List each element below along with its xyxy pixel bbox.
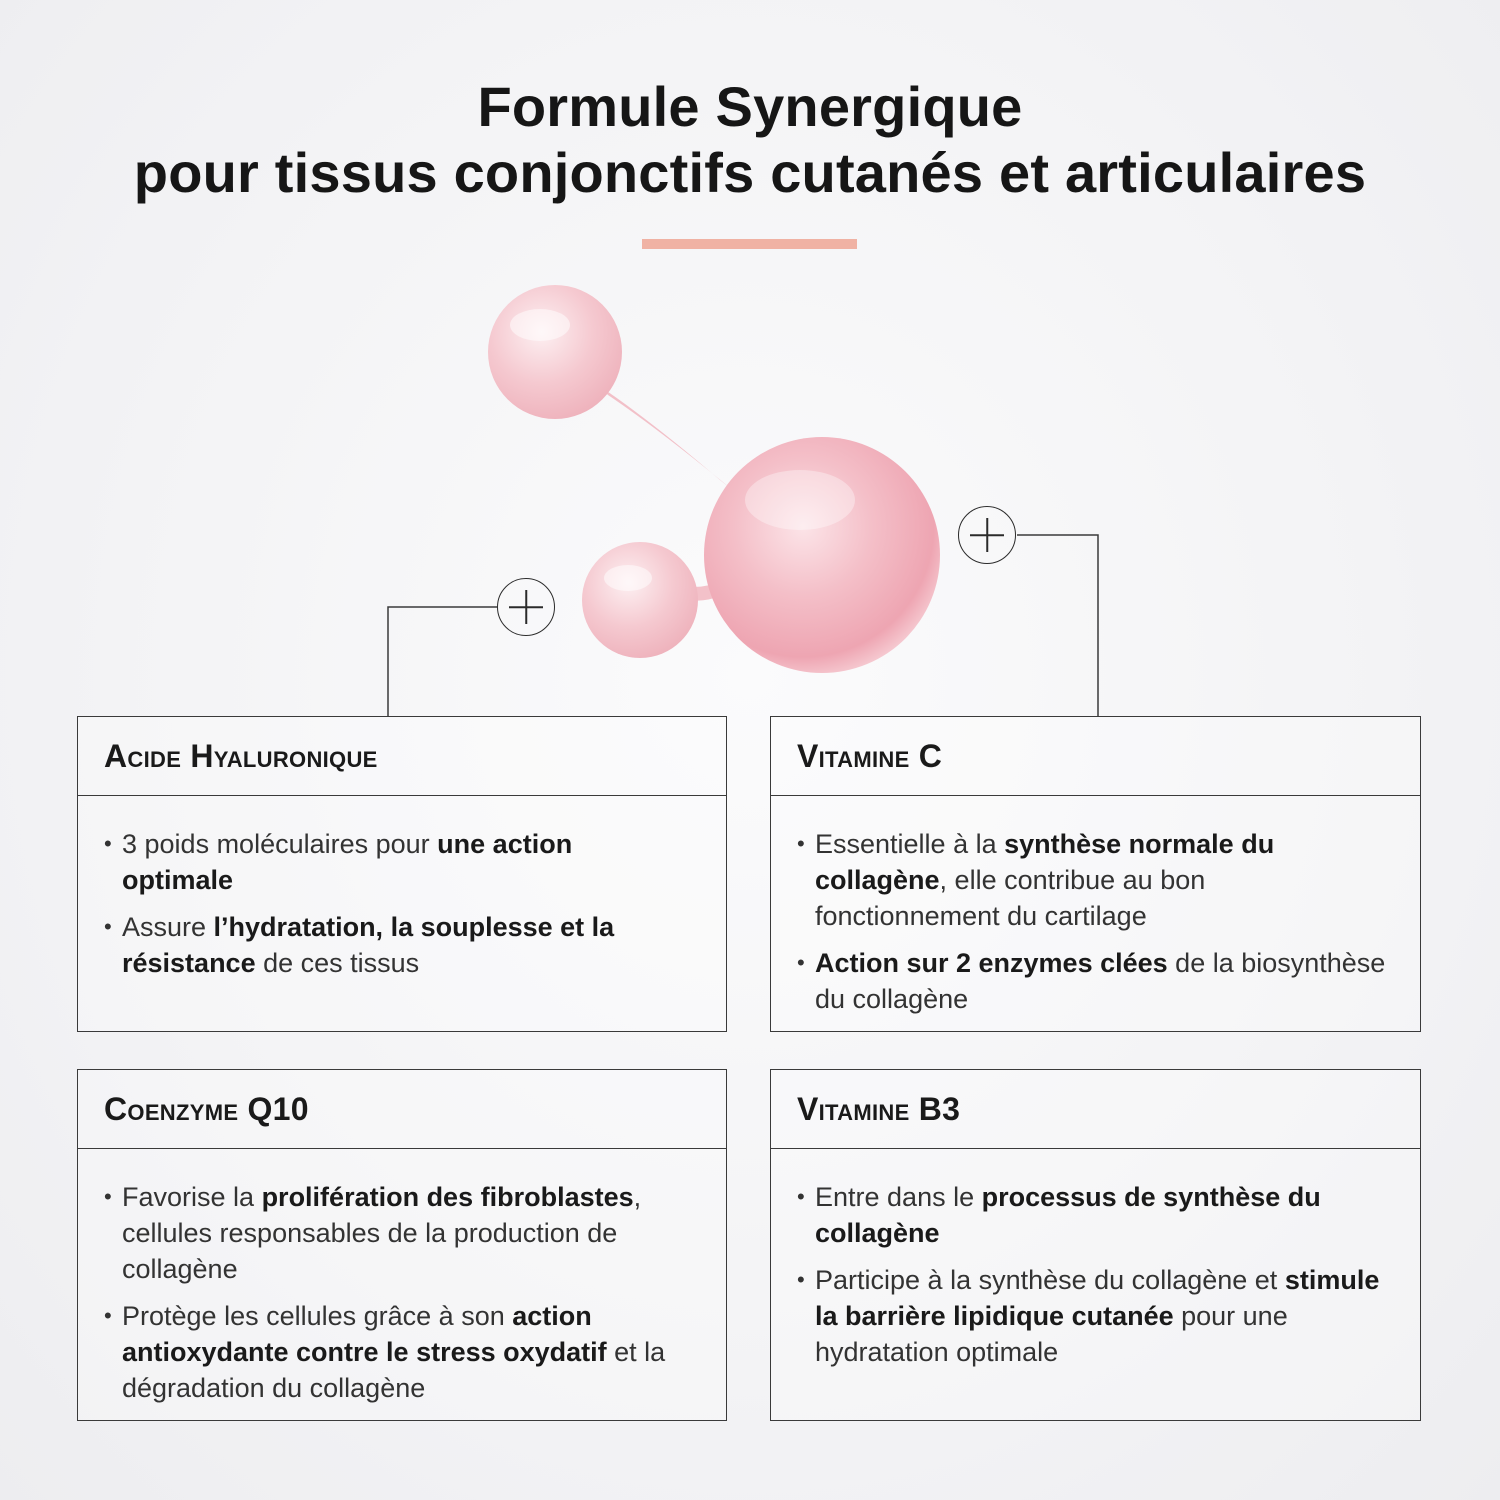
card-bullet [797, 1262, 1390, 1370]
card-body [771, 796, 1420, 1017]
card-bullet [104, 1179, 674, 1287]
bullet-bold-text: prolifération des fibroblastes [261, 1182, 634, 1212]
bullet-text: Assure [122, 912, 214, 942]
card-bullet [797, 826, 1390, 934]
card-coenzyme-q10 [77, 1069, 727, 1421]
plus-icon-right[interactable] [958, 506, 1016, 564]
bullet-text: Essentielle à la [815, 829, 1005, 859]
card-bullet [104, 909, 664, 981]
bullet-text: et la dégradation du collagène [122, 1337, 666, 1403]
card-body [78, 1149, 704, 1406]
bullet-text: de ces tissus [255, 948, 420, 978]
card-vitamine-b3 [770, 1069, 1421, 1421]
bullet-text: de la biosynthèse du collagène [815, 948, 1386, 1014]
page-title-line-1: Formule Synergique [477, 75, 1023, 138]
bullet-text: Participe à la synthèse du collagène et [815, 1265, 1285, 1295]
bullet-bold-text: stimule la barrière lipidique cutanée [815, 1265, 1380, 1331]
card-heading: Vitamine B3 [771, 1070, 1420, 1149]
card-body [771, 1149, 1420, 1370]
card-heading: Acide Hyaluronique [78, 717, 726, 796]
bullet-bold-text: synthèse normale du collagène [815, 829, 1275, 895]
card-acide-hyaluronique [77, 716, 727, 1032]
bullet-bold-text: Action sur 2 enzymes clées [815, 948, 1168, 978]
page-title-line-2: pour tissus conjonctifs cutanés et articulaires [133, 141, 1367, 204]
molecule-sphere-top [488, 285, 622, 419]
bullet-text: Protège les cellules grâce à son [122, 1301, 513, 1331]
bullet-text: Entre dans le [815, 1182, 982, 1212]
card-vitamine-c [770, 716, 1421, 1032]
bullet-bold-text: l’hydratation, la souplesse et la résistance [122, 912, 615, 978]
card-body [78, 796, 694, 981]
card-bullet [104, 1298, 674, 1406]
plus-icon-left[interactable] [497, 578, 555, 636]
card-heading: Vitamine C [771, 717, 1420, 796]
molecule-sphere-large [704, 437, 940, 673]
bullet-text: , elle contribue au bon fonctionnement du cartilage [815, 865, 1206, 931]
bullet-bold-text: action antioxydante contre le stress oxydatif [122, 1301, 607, 1367]
bullet-text: , cellules responsables de la production de collagène [122, 1182, 642, 1284]
card-bullet [797, 1179, 1390, 1251]
accent-divider [642, 239, 857, 249]
bullet-bold-text: une action optimale [122, 829, 573, 895]
card-bullet [104, 826, 664, 898]
bullet-text: Favorise la [122, 1182, 262, 1212]
card-bullet [797, 945, 1390, 1017]
molecule-sphere-bottom [582, 542, 698, 658]
bullet-bold-text: processus de synthèse du collagène [815, 1182, 1321, 1248]
bullet-text: 3 poids moléculaires pour [122, 829, 438, 859]
bullet-text: pour une hydratation optimale [815, 1301, 1288, 1367]
card-heading: Coenzyme Q10 [78, 1070, 726, 1149]
